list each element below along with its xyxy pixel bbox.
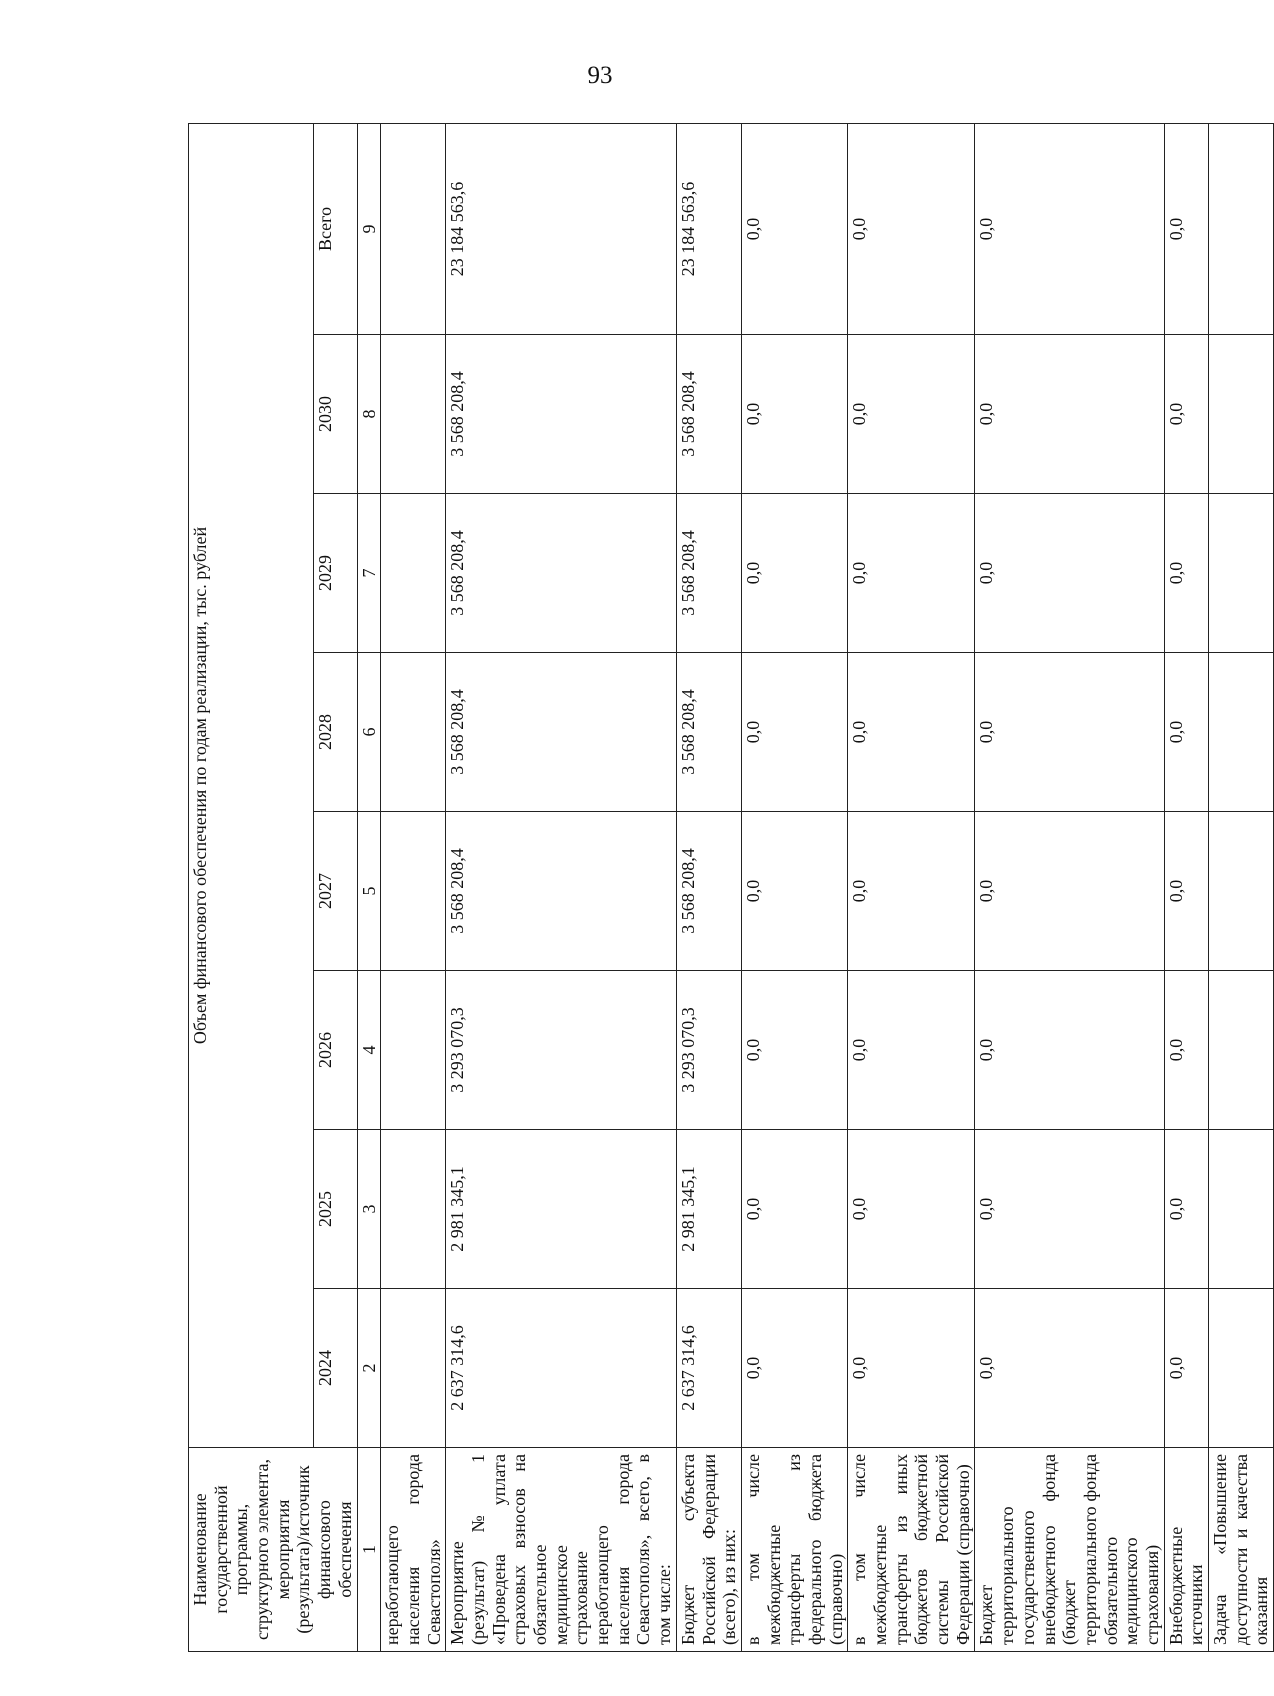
header-name-column: Наименование государственной программы, структурного элемента, мероприятия (результата)/источник финансового обеспечения: [189, 1448, 358, 1652]
row-name: неработающего населения города Севастополя»: [381, 1448, 446, 1652]
row-value: 2 637 314,6: [676, 1289, 741, 1448]
row-value: 0,0: [975, 971, 1164, 1130]
row-value: 0,0: [1164, 1130, 1208, 1289]
table-row: [975, 123, 1164, 1651]
header-row-index: [357, 123, 381, 1651]
row-value: [1209, 494, 1274, 653]
row-value: 0,0: [848, 971, 975, 1130]
header-year: 2030: [314, 335, 357, 494]
row-value: [381, 1289, 446, 1448]
row-value: [1209, 1289, 1274, 1448]
row-name: Бюджет территориального государственного внебюджетного фонда (бюджет территориального фонда обязательного медицинского страхования): [975, 1448, 1164, 1652]
header-year: 2026: [314, 971, 357, 1130]
row-value: 3 568 208,4: [446, 335, 677, 494]
table-row: [741, 123, 847, 1651]
row-value: [1209, 812, 1274, 971]
row-value: 0,0: [741, 335, 847, 494]
row-value: [381, 971, 446, 1130]
row-total: 23 184 563,6: [676, 123, 741, 334]
header-year: 2029: [314, 494, 357, 653]
column-index: 5: [357, 812, 381, 971]
row-value: [381, 1130, 446, 1289]
row-value: 0,0: [741, 1289, 847, 1448]
row-value: 0,0: [741, 653, 847, 812]
row-value: 0,0: [848, 1289, 975, 1448]
row-value: 3 568 208,4: [676, 335, 741, 494]
row-value: 0,0: [741, 812, 847, 971]
header-volume-title: Объем финансового обеспечения по годам реализации, тыс. рублей: [189, 123, 314, 1447]
column-index: 7: [357, 494, 381, 653]
column-index: 9: [357, 123, 381, 334]
row-value: 0,0: [1164, 1289, 1208, 1448]
row-name: Внебюджетные источники: [1164, 1448, 1208, 1652]
row-value: 0,0: [975, 653, 1164, 812]
column-index: 2: [357, 1289, 381, 1448]
row-value: [381, 653, 446, 812]
row-total: [381, 123, 446, 334]
row-value: 2 981 345,1: [676, 1130, 741, 1289]
row-value: 0,0: [1164, 812, 1208, 971]
row-value: 3 568 208,4: [676, 494, 741, 653]
row-value: 0,0: [848, 335, 975, 494]
row-value: 0,0: [975, 812, 1164, 971]
row-value: 0,0: [975, 1130, 1164, 1289]
row-value: 3 568 208,4: [446, 653, 677, 812]
row-value: 0,0: [848, 812, 975, 971]
header-total: Всего: [314, 123, 357, 334]
row-value: 0,0: [1164, 494, 1208, 653]
row-value: 3 568 208,4: [676, 812, 741, 971]
row-value: 0,0: [848, 1130, 975, 1289]
row-name: Бюджет субъекта Российской Федерации (всего), из них:: [676, 1448, 741, 1652]
column-index: 3: [357, 1130, 381, 1289]
row-name: в том числе межбюджетные трансферты из иных бюджетов бюджетной системы Российской Федерации (справочно): [848, 1448, 975, 1652]
row-name: Мероприятие (результат) № 1 «Проведена уплата страховых взносов на обязательное медицинское страхование неработающего населения города Севастополя», всего, в том числе:: [446, 1448, 677, 1652]
row-value: 0,0: [848, 494, 975, 653]
header-year: 2027: [314, 812, 357, 971]
header-year: 2024: [314, 1289, 357, 1448]
row-value: 2 981 345,1: [446, 1130, 677, 1289]
row-value: 3 568 208,4: [446, 494, 677, 653]
row-value: 3 293 070,3: [446, 971, 677, 1130]
row-value: 0,0: [975, 335, 1164, 494]
row-total: 0,0: [975, 123, 1164, 334]
table-row: [676, 123, 741, 1651]
row-total: 0,0: [1164, 123, 1208, 334]
row-value: [1209, 335, 1274, 494]
header-row-years: [314, 123, 357, 1651]
row-total: 0,0: [741, 123, 847, 334]
row-value: 0,0: [741, 494, 847, 653]
row-value: 0,0: [1164, 335, 1208, 494]
column-index: 1: [357, 1448, 381, 1652]
row-value: [1209, 653, 1274, 812]
row-value: 0,0: [848, 653, 975, 812]
column-index: 6: [357, 653, 381, 812]
row-name: в том числе межбюджетные трансферты из федерального бюджета (справочно): [741, 1448, 847, 1652]
table-row: [1164, 123, 1208, 1651]
rotated-table-container: [188, 124, 1272, 1652]
row-value: [381, 335, 446, 494]
page-number: 93: [587, 62, 613, 89]
financing-table: [188, 123, 1274, 1652]
row-value: 3 568 208,4: [446, 812, 677, 971]
row-value: 3 568 208,4: [676, 653, 741, 812]
row-value: [1209, 971, 1274, 1130]
row-value: [381, 494, 446, 653]
header-year: 2028: [314, 653, 357, 812]
row-value: 0,0: [975, 494, 1164, 653]
row-total: [1209, 123, 1274, 334]
row-value: 0,0: [741, 1130, 847, 1289]
table-row: [381, 123, 446, 1651]
row-value: 0,0: [1164, 653, 1208, 812]
table-row: [446, 123, 677, 1651]
row-value: 0,0: [1164, 971, 1208, 1130]
column-index: 8: [357, 335, 381, 494]
table-row: [848, 123, 975, 1651]
row-value: 0,0: [741, 971, 847, 1130]
row-value: [1209, 1130, 1274, 1289]
row-value: 2 637 314,6: [446, 1289, 677, 1448]
header-row-title: [189, 123, 314, 1651]
row-name: Задача «Повышение доступности и качества оказания: [1209, 1448, 1274, 1652]
row-value: [381, 812, 446, 971]
header-year: 2025: [314, 1130, 357, 1289]
row-value: 3 293 070,3: [676, 971, 741, 1130]
row-total: 23 184 563,6: [446, 123, 677, 334]
column-index: 4: [357, 971, 381, 1130]
table-row: [1209, 123, 1274, 1651]
row-total: 0,0: [848, 123, 975, 334]
row-value: 0,0: [975, 1289, 1164, 1448]
